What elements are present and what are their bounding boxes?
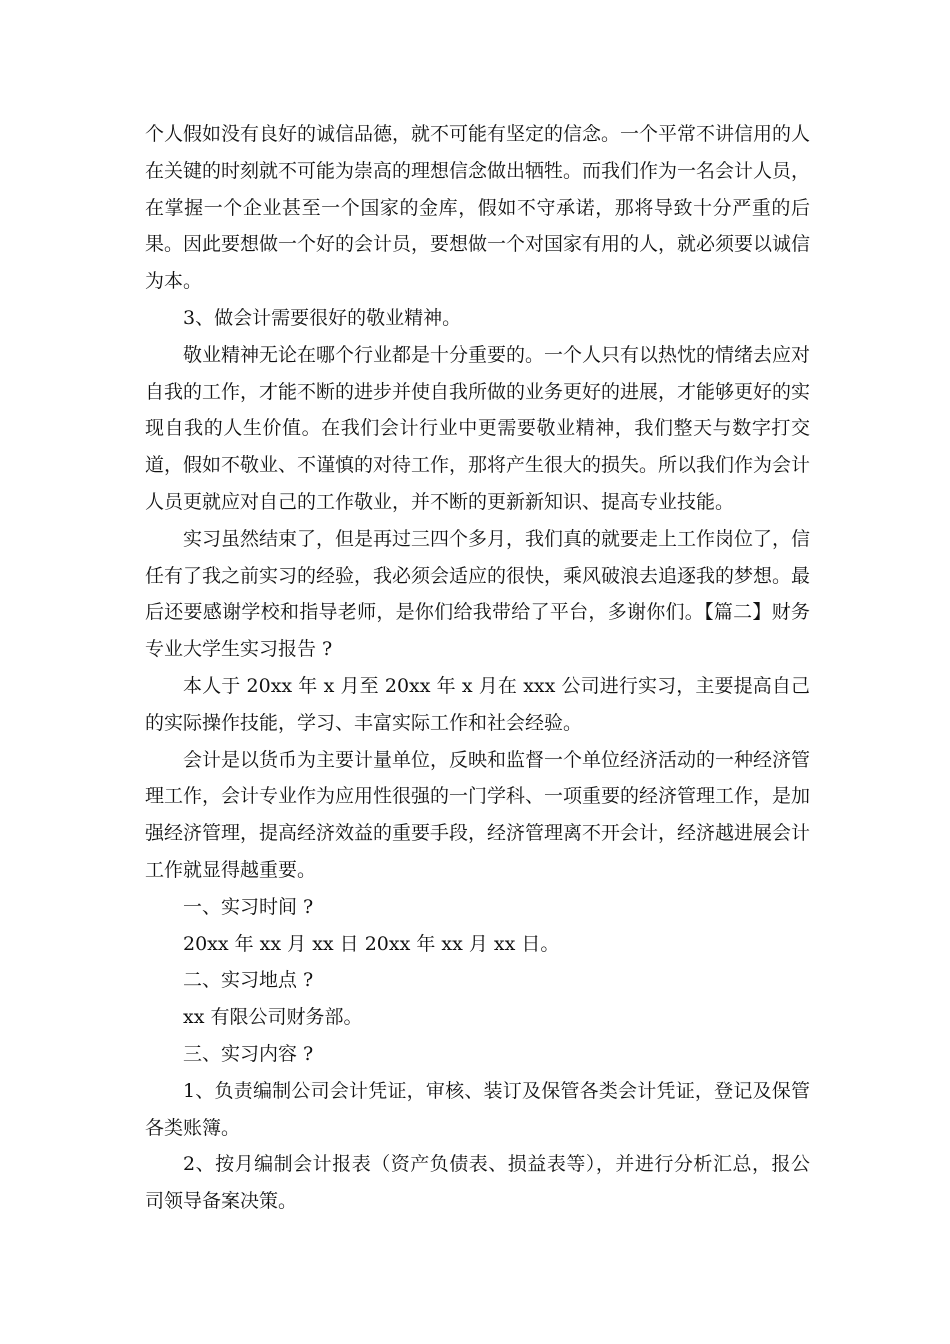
paragraph-internship-dates: 20xx 年 xx 月 xx 日 20xx 年 xx 月 xx 日。 (183, 932, 560, 955)
paragraph-accounting-definition: 会计是以货币为主要计量单位，反映和监督一个单位经济活动的一种经济管理工作，会计专业作为应用性很强的一门学科、一项重要的经济管理工作，是加强经济管理，提高经济效益的重要手段，经济管理离不开会计，经济越进展会计工作就显得越重要。 (145, 748, 811, 881)
heading-internship-location: 二、实习地点 ? (183, 969, 314, 992)
paragraph-internship-company: xx 有限公司财务部。 (183, 1006, 363, 1029)
list-item-reports: 2、按月编制会计报表（资产负债表、损益表等），并进行分析汇总，报公司领导备案决策。 (145, 1153, 810, 1213)
document-body (145, 116, 810, 1220)
paragraph-internship-end: 实习虽然结束了，但是再过三四个多月，我们真的就要走上工作岗位了，信任有了我之前实习的经验，我必须会适应的很快，乘风破浪去追逐我的梦想。最后还要感谢学校和指导老师，是你们给我带给了平台，多谢你们。【篇二】财务专业大学生实习报告 ? (145, 527, 811, 661)
paragraph-internship-intro: 本人于 20xx 年 x 月至 20xx 年 x 月在 xxx 公司进行实习，主要提高自己的实际操作技能，学习、丰富实际工作和社会经验。 (145, 674, 810, 734)
list-item-vouchers: 1、负责编制公司会计凭证，审核、装订及保管各类会计凭证，登记及保管各类账簿。 (145, 1079, 810, 1139)
heading-internship-content: 三、实习内容 ? (183, 1042, 314, 1065)
heading-dedication: 3、做会计需要很好的敬业精神。 (183, 306, 462, 329)
paragraph-integrity-conclusion: 个人假如没有良好的诚信品德，就不可能有坚定的信念。一个平常不讲信用的人在关键的时刻就不可能为崇高的理想信念做出牺牲。而我们作为一名会计人员，在掌握一个企业甚至一个国家的金库，假如不守承诺，那将导致十分严重的后果。因此要想做一个好的会计员，要想做一个对国家有用的人，就必须要以诚信为本。 (145, 123, 811, 293)
paragraph-dedication: 敬业精神无论在哪个行业都是十分重要的。一个人只有以热忱的情绪去应对自我的工作，才能不断的进步并使自我所做的业务更好的进展，才能够更好的实现自我的人生价值。在我们会计行业中更需要敬业精神，我们整天与数字打交道，假如不敬业、不谨慎的对待工作，那将产生很大的损失。所以我们作为会计人员更就应对自己的工作敬业，并不断的更新新知识、提高专业技能。 (145, 343, 811, 513)
heading-internship-time: 一、实习时间 ? (183, 895, 314, 918)
